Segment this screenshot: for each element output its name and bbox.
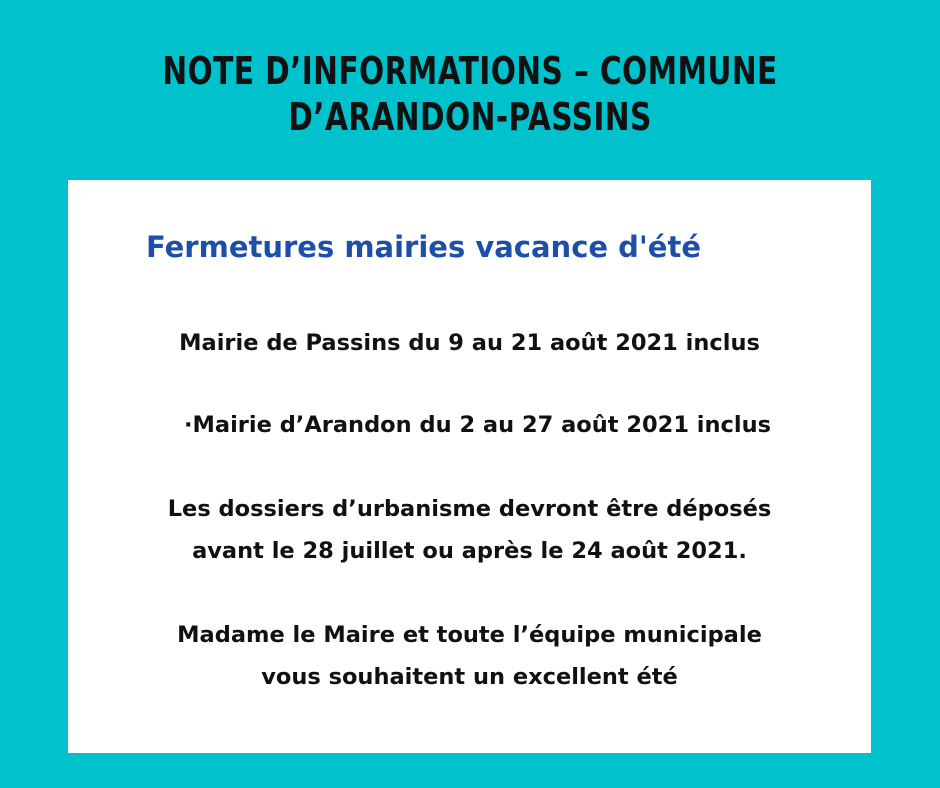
closure-passins: Mairie de Passins du 9 au 21 août 2021 inclus <box>179 330 760 356</box>
page-title <box>103 48 836 140</box>
title-line-1: NOTE D’INFORMATIONS – COMMUNE <box>162 49 778 93</box>
title-line-2: D’ARANDON-PASSINS <box>288 95 652 139</box>
wish-line-1: Madame le Maire et toute l’équipe municipale <box>177 622 762 648</box>
closure-arandon: ·Mairie d’Arandon du 2 au 27 août 2021 inclus <box>183 412 772 438</box>
notice-card <box>68 180 871 753</box>
wish-line-2: vous souhaitent un excellent été <box>261 664 678 690</box>
urbanisme-line-1: Les dossiers d’urbanisme devront être déposés <box>167 496 772 522</box>
urbanisme-line-2: avant le 28 juillet ou après le 24 août 2021. <box>192 538 747 564</box>
notice-subtitle: Fermetures mairies vacance d'été <box>146 230 701 264</box>
